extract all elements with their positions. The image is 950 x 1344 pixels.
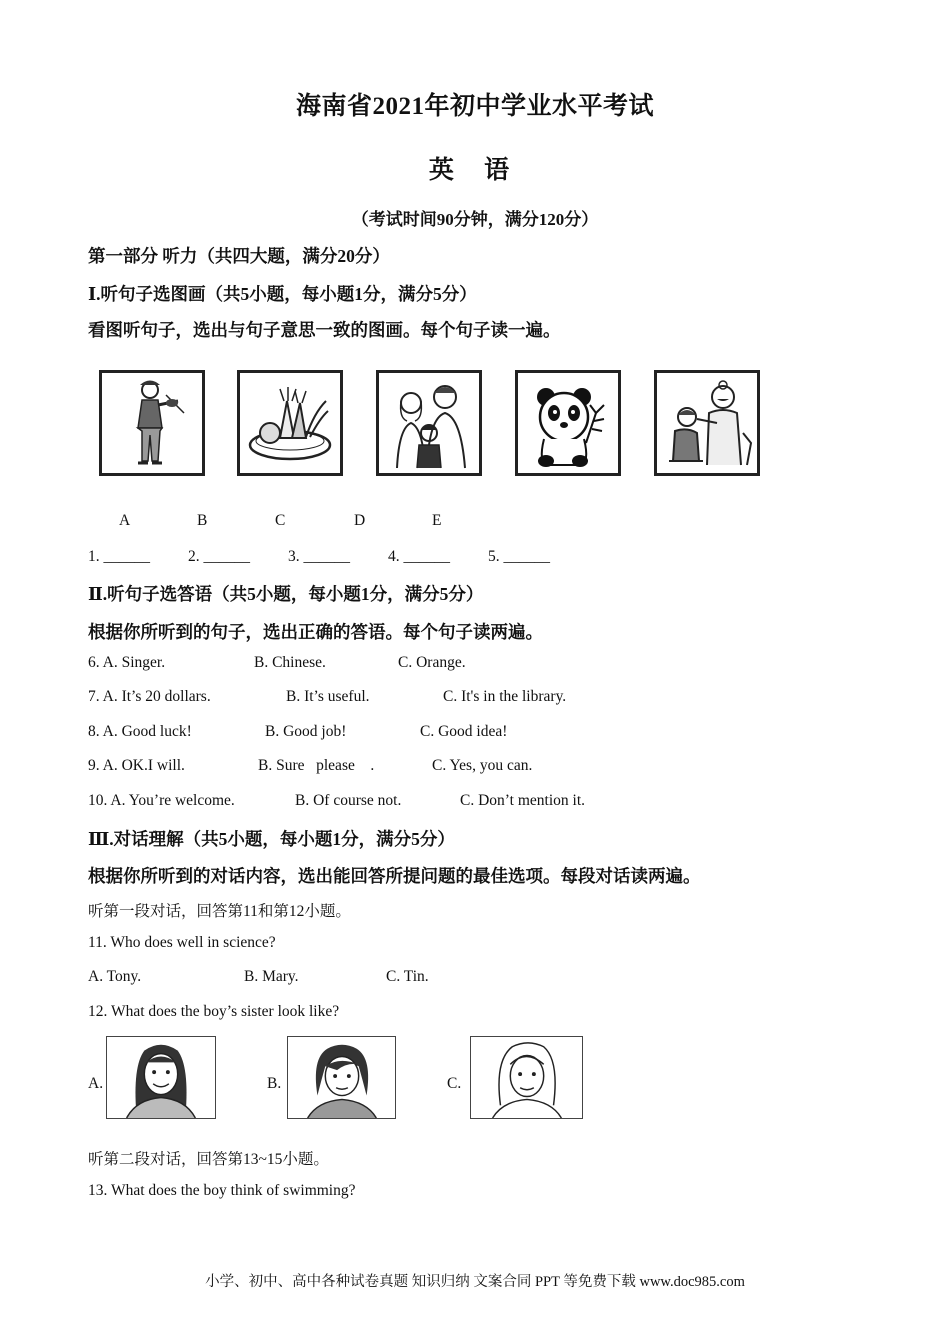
q12-option-a-label[interactable]: A. [88, 1075, 104, 1092]
portrait-c[interactable] [470, 1036, 583, 1119]
portrait-a[interactable] [106, 1036, 216, 1119]
exam-info: （考试时间90分钟，满分120分） [351, 210, 599, 229]
picture-a [99, 370, 205, 476]
family-icon [379, 373, 479, 473]
q9-option-a[interactable]: 9. A. OK.I will. [88, 757, 185, 774]
vegetables-icon [240, 373, 340, 473]
picture-letter-d: D [354, 512, 366, 529]
q7-option-a[interactable]: 7. A. It’s 20 dollars. [88, 688, 211, 705]
q11-option-c[interactable]: C. Tin. [386, 968, 429, 985]
q10-option-b[interactable]: B. Of course not. [295, 792, 402, 809]
q7-option-c[interactable]: C. It's in the library. [443, 688, 567, 705]
long-hair-girl-icon [107, 1037, 215, 1118]
picture-letter-b: B [197, 512, 208, 529]
answer-blank-3[interactable]: 3. ______ [288, 548, 350, 565]
q13-question: 13. What does the boy think of swimming? [88, 1182, 356, 1199]
doctor-icon [657, 373, 757, 473]
q9-option-b[interactable]: B. Sure please . [258, 757, 375, 774]
section1-heading: Ⅰ.听句子选图画（共5小题，每小题1分，满分5分） [88, 284, 477, 304]
q12-option-b-label[interactable]: B. [267, 1075, 282, 1092]
q12-option-c-label[interactable]: C. [447, 1075, 462, 1092]
q8-option-a[interactable]: 8. A. Good luck! [88, 723, 192, 740]
page-footer: 小学、初中、高中各种试卷真题 知识归纳 文案合同 PPT 等免费下载 www.doc985.com [205, 1274, 745, 1290]
picture-letter-e: E [432, 512, 442, 529]
q10-option-a[interactable]: 10. A. You’re welcome. [88, 792, 235, 809]
panda-icon [518, 373, 618, 473]
q6-option-a[interactable]: 6. A. Singer. [88, 654, 166, 671]
q8-option-b[interactable]: B. Good job! [265, 723, 347, 740]
section3-instruction: 根据你所听到的对话内容，选出能回答所提问题的最佳选项。每段对话读两遍。 [88, 866, 701, 886]
picture-c [376, 370, 482, 476]
q11-option-b[interactable]: B. Mary. [244, 968, 299, 985]
q10-option-c[interactable]: C. Don’t mention it. [460, 792, 586, 809]
portrait-b[interactable] [287, 1036, 396, 1119]
short-hair-girl-icon [288, 1037, 395, 1118]
answer-blank-4[interactable]: 4. ______ [388, 548, 450, 565]
dialogue1-note: 听第一段对话，回答第11和第12小题。 [88, 903, 351, 920]
exam-title: 海南省2021年初中学业水平考试 [295, 93, 654, 120]
section1-instruction: 看图听句子，选出与句子意思一致的图画。每个句子读一遍。 [88, 320, 561, 340]
part1-heading: 第一部分 听力（共四大题，满分20分） [88, 246, 390, 266]
q11-question: 11. Who does well in science? [88, 934, 276, 951]
picture-d [515, 370, 621, 476]
answer-blank-5[interactable]: 5. ______ [488, 548, 550, 565]
answer-blank-2[interactable]: 2. ______ [188, 548, 250, 565]
q7-option-b[interactable]: B. It’s useful. [286, 688, 370, 705]
q12-question: 12. What does the boy’s sister look like? [88, 1003, 340, 1020]
q6-option-b[interactable]: B. Chinese. [254, 654, 326, 671]
section2-instruction: 根据你所听到的句子，选出正确的答语。每个句子读两遍。 [88, 622, 543, 642]
q8-option-c[interactable]: C. Good idea! [420, 723, 508, 740]
blonde-hair-girl-icon [471, 1037, 582, 1118]
picture-e [654, 370, 760, 476]
q6-option-c[interactable]: C. Orange. [398, 654, 466, 671]
answer-blank-1[interactable]: 1. ______ [88, 548, 150, 565]
violinist-icon [102, 373, 202, 473]
subject-title: 英 语 [428, 157, 522, 184]
picture-letter-c: C [275, 512, 286, 529]
q11-option-a[interactable]: A. Tony. [88, 968, 142, 985]
section3-heading: Ⅲ.对话理解（共5小题，每小题1分，满分5分） [88, 829, 455, 849]
section2-heading: Ⅱ.听句子选答语（共5小题，每小题1分，满分5分） [88, 584, 484, 604]
dialogue2-note: 听第二段对话，回答第13~15小题。 [88, 1151, 329, 1168]
picture-letter-a: A [119, 512, 131, 529]
q9-option-c[interactable]: C. Yes, you can. [432, 757, 533, 774]
picture-b [237, 370, 343, 476]
